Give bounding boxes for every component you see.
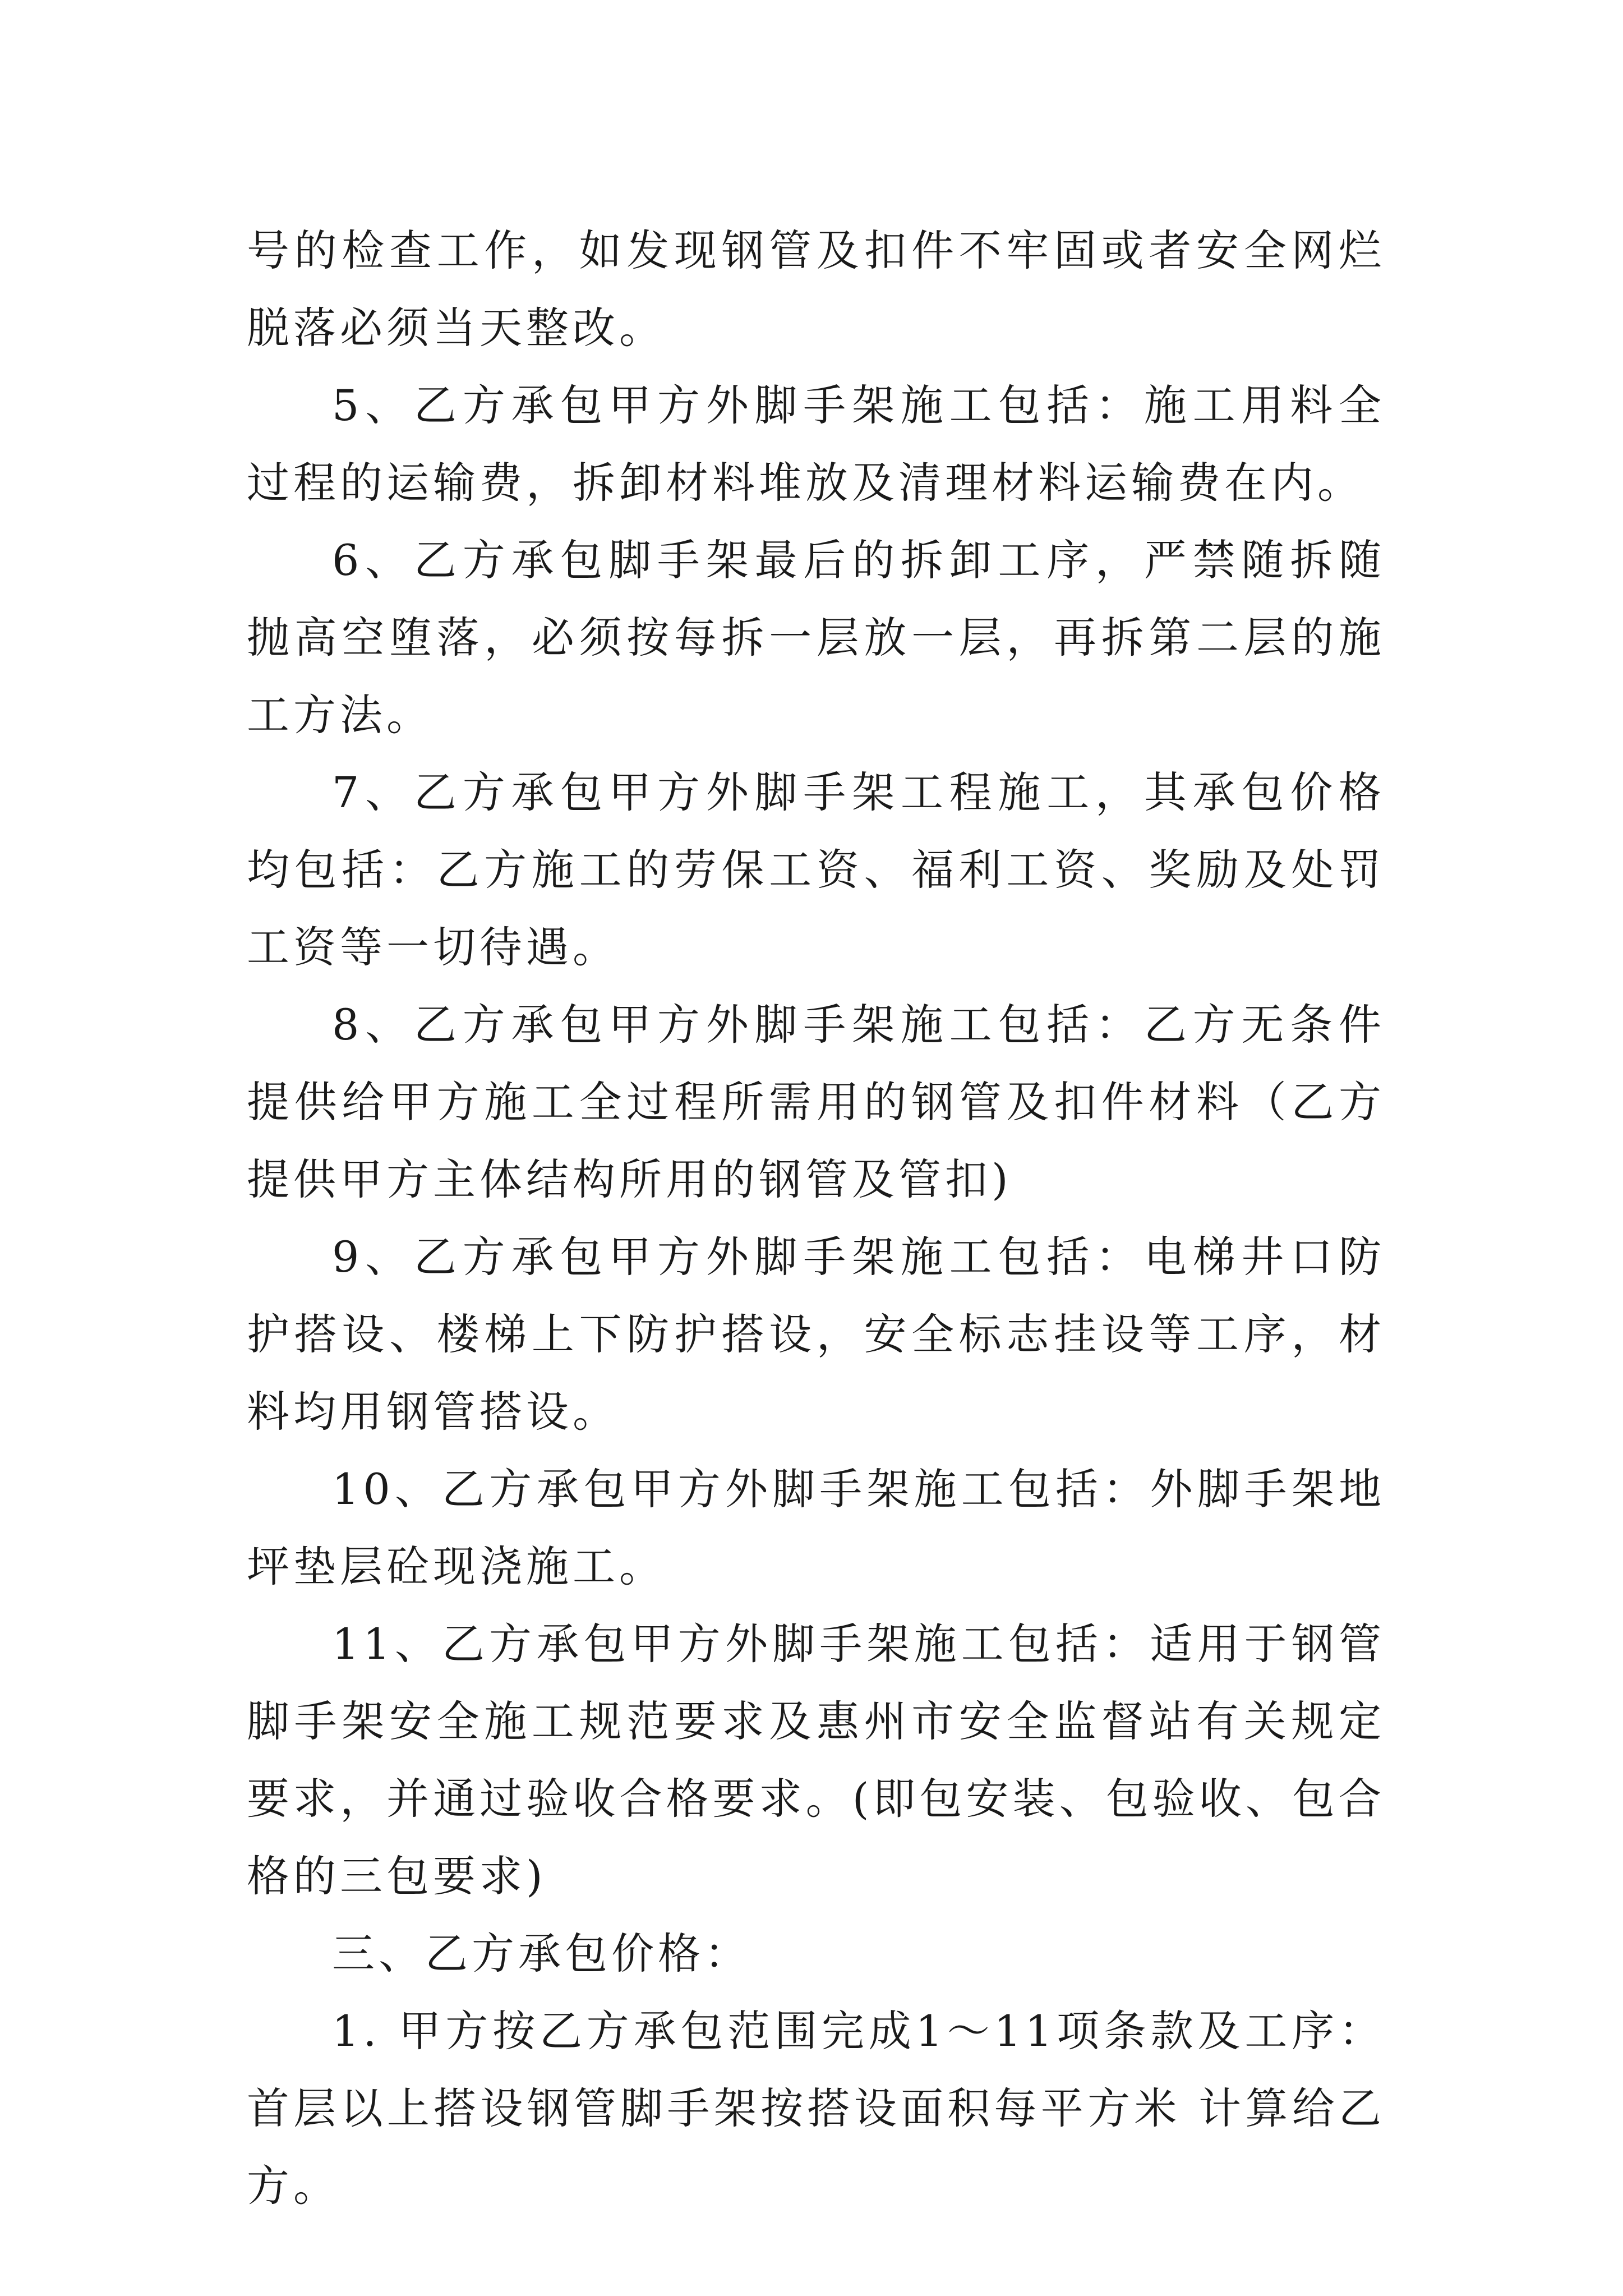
paragraph-clause-9: 9、乙方承包甲方外脚手架施工包括：电梯井口防护搭设、楼梯上下防护搭设，安全标志挂设等工序，材料均用钢管搭设。 [247, 1232, 1385, 1437]
paragraph-clause-8: 8、乙方承包甲方外脚手架施工包括：乙方无条件提供给甲方施工全过程所需用的钢管及扣件材料（乙方提供甲方主体结构所用的钢管及管扣) [247, 1000, 1385, 1204]
paragraph-clause-7: 7、乙方承包甲方外脚手架工程施工，其承包价格均包括：乙方施工的劳保工资、福利工资、奖励及处罚工资等一切待遇。 [247, 767, 1385, 972]
document-body [247, 212, 1385, 2225]
paragraph-clause-6: 6、乙方承包脚手架最后的拆卸工序，严禁随拆随抛高空堕落，必须按每拆一层放一层，再拆第二层的施工方法。 [247, 535, 1385, 740]
paragraph-price-1: 1. 甲方按乙方承包范围完成1～11项条款及工序：首层以上搭设钢管脚手架按搭设面积每平方米 计算给乙方。 [247, 2006, 1385, 2211]
section-heading-price: 三、乙方承包价格： [332, 1929, 751, 1978]
paragraph-clause-11: 11、乙方承包甲方外脚手架施工包括：适用于钢管脚手架安全施工规范要求及惠州市安全监督站有关规定要求，并通过验收合格要求。(即包安装、包验收、包合格的三包要求) [247, 1619, 1385, 1901]
paragraph-clause-10: 10、乙方承包甲方外脚手架施工包括：外脚手架地坪垫层砼现浇施工。 [247, 1464, 1385, 1591]
paragraph-clause-5: 5、乙方承包甲方外脚手架施工包括：施工用料全过程的运输费，拆卸材料堆放及清理材料运输费在内。 [247, 380, 1385, 508]
paragraph-continuation: 号的检查工作，如发现钢管及扣件不牢固或者安全网烂脱落必须当天整改。 [247, 226, 1385, 353]
